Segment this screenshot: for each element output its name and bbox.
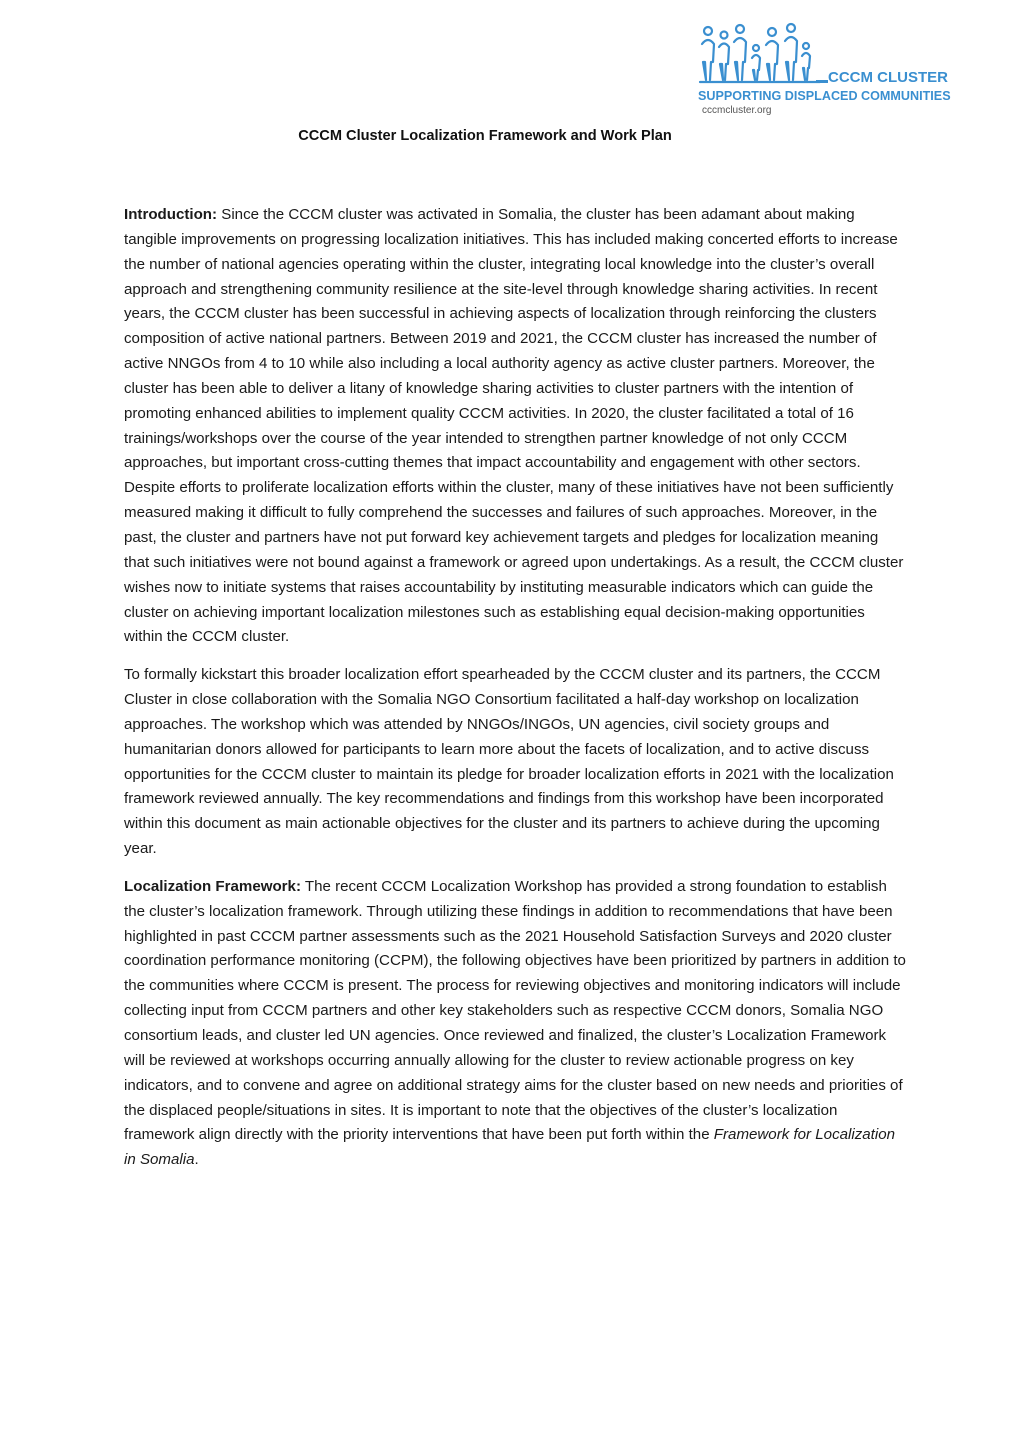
cccm-cluster-logo [698,22,960,118]
document-body [124,203,906,1186]
introduction-heading: Introduction: [124,206,218,223]
logo-accent-line [816,80,828,83]
document-title: CCCM Cluster Localization Framework and Work Plan [298,128,672,144]
logo-tagline: SUPPORTING DISPLACED COMMUNITIES [698,89,951,103]
kickstart-paragraph: To formally kickstart this broader localization effort spearheaded by the CCCM cluster and its partners, the CCCM Cluster in close collaboration with the Somalia NGO Consortium facilitated a half-day workshop on localization approaches. The workshop which was attended by NNGOs/INGOs, UN agencies, civil society groups and humanitarian donors allowed for participants to learn more about the facets of localization, and to active discuss opportunities for the CCCM cluster to maintain its pledge for broader localization efforts in 2021 with the localization framework reviewed annually. The key recommendations and findings from this workshop have been incorporated within this document as main actionable objectives for the cluster and its partners to achieve during the upcoming year. [124,666,894,858]
localization-framework-paragraph [124,875,906,1173]
introduction-text: Since the CCCM cluster was activated in Somalia, the cluster has been adamant about making tangible improvements on progressing localization initiatives. This has included making concerted efforts to increase the number of national agencies operating within the cluster, integrating local knowledge into the cluster’s overall approach and strengthening community resilience at the site-level through knowledge sharing activities. In recent years, the CCCM cluster has been successful in achieving aspects of localization through reinforcing the clusters composition of active national partners. Between 2019 and 2021, the CCCM cluster has increased the number of active NNGOs from 4 to 10 while also including a local authority agency as active cluster partners. Moreover, the cluster has been able to deliver a litany of knowledge sharing activities to cluster partners with the intention of promoting enhanced abilities to implement quality CCCM activities. In 2020, the cluster facilitated a total of 16 trainings/workshops over the course of the year intended to strengthen partner knowledge of not only CCCM approaches, but important cross-cutting themes that impact accountability and engagement with other sectors. Despite efforts to proliferate localization efforts within the cluster, many of these initiatives have not been sufficiently measured making it difficult to fully comprehend the successes and failures of such approaches. Moreover, in the past, the cluster and partners have not put forward key achievement targets and pledges for localization meaning that such initiatives were not bound against a framework or agreed upon undertakings. As a result, the CCCM cluster wishes now to initiate systems that raises accountability by instituting measurable indicators which can guide the cluster on achieving important localization milestones such as establishing equal decision-making opportunities within the CCCM cluster. [124,206,904,646]
people-figures-icon [698,22,828,84]
paragraph-end: . [194,1151,199,1169]
framework-reference: Framework for Localization in Somalia [124,1126,895,1169]
localization-framework-text: The recent CCCM Localization Workshop has provided a strong foundation to establish the cluster’s localization framework. Through utilizing these findings in addition to recommendations that have been highlighted in past CCCM partner assessments such as the 2021 Household Satisfaction Surveys and 2020 cluster coordination performance monitoring (CCPM), the following objectives have been prioritized by partners in addition to the communities where CCCM is present. The process for reviewing objectives and monitoring indicators will include collecting input from CCCM partners and other key stakeholders such as respective CCCM donors, Somalia NGO consortium leads, and cluster led UN agencies. Once reviewed and finalized, the cluster’s Localization Framework will be reviewed at workshops occurring annually allowing for the cluster to review actionable progress on key indicators, and to convene and agree on additional strategy aims for the cluster based on new needs and priorities of the displaced people/situations in sites. It is important to note that the objectives of the cluster’s localization framework align directly with the priority interventions that have been put forth within the [124,877,906,1144]
introduction-paragraph [124,203,906,650]
localization-framework-heading: Localization Framework: [124,877,301,895]
logo-url: cccmcluster.org [702,105,772,116]
logo-name: CCCM CLUSTER [828,69,948,86]
